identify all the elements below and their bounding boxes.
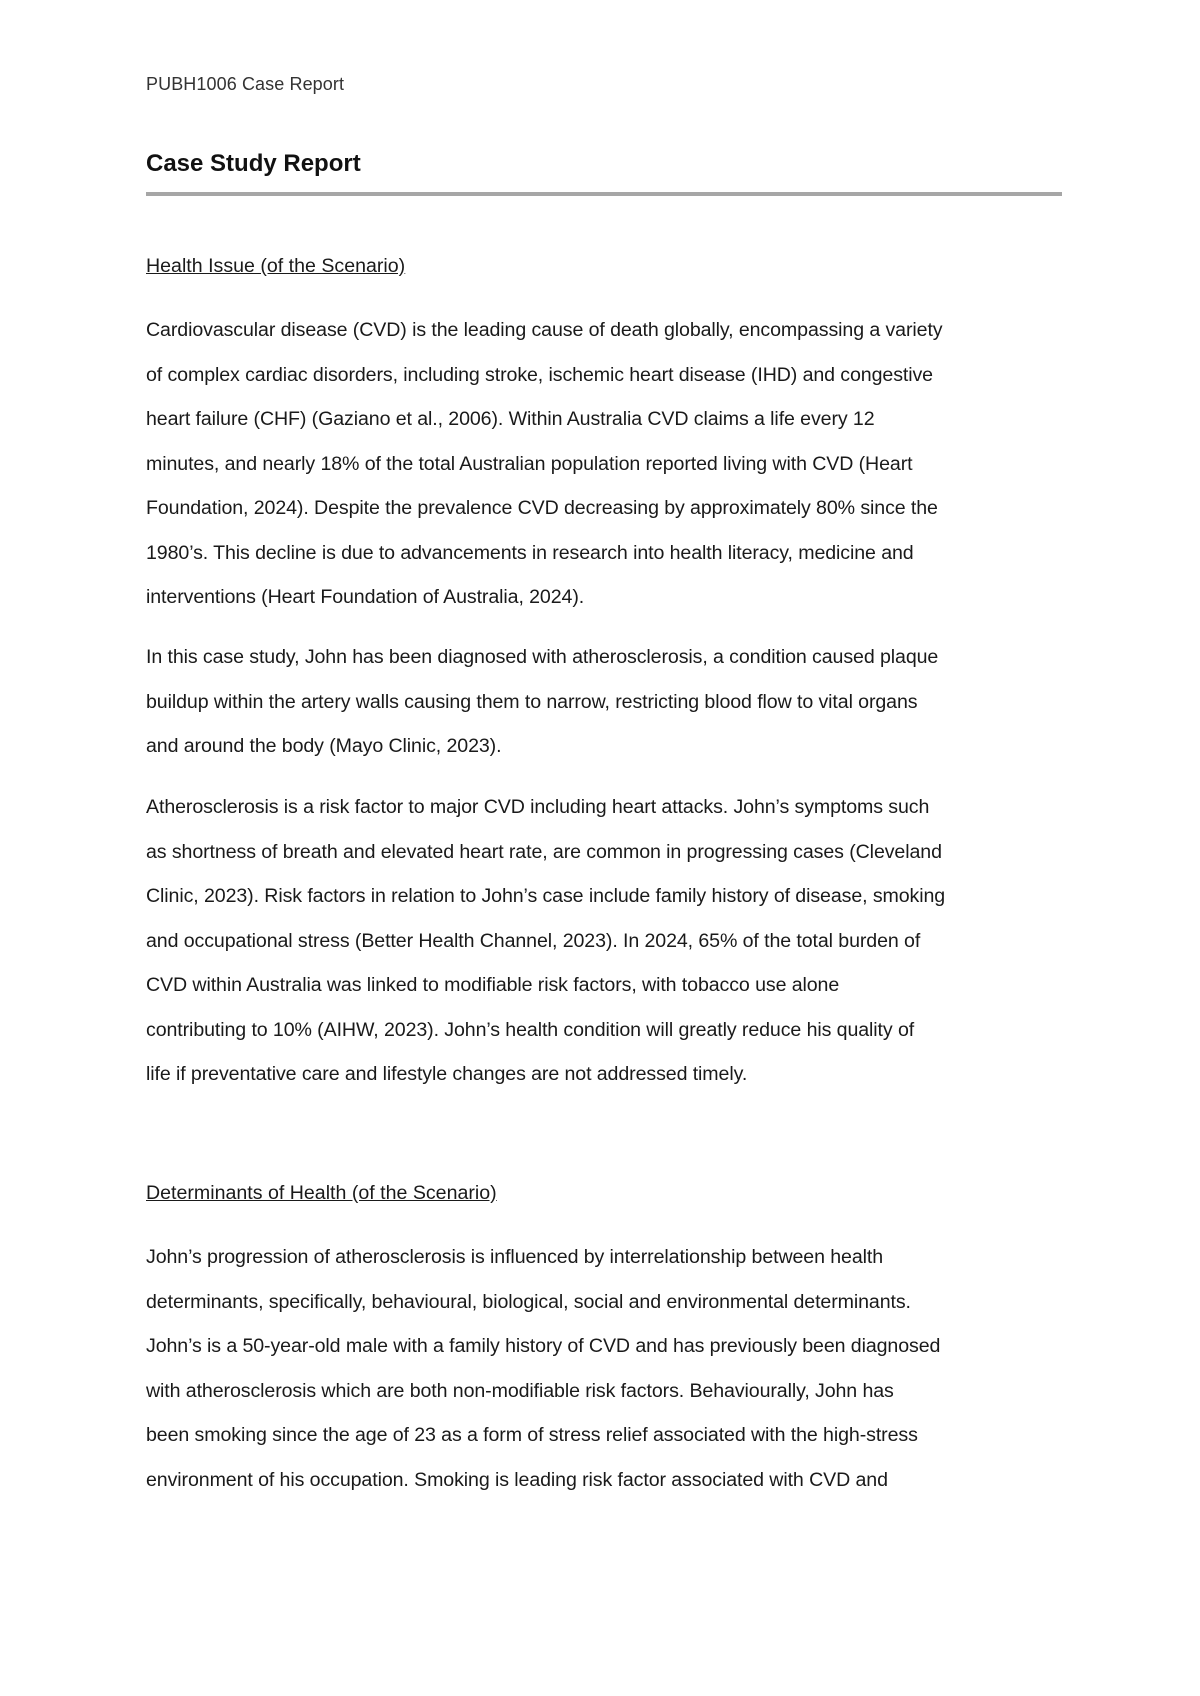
text-line: as shortness of breath and elevated heart rate, are common in progressing cases (Cleveland bbox=[146, 840, 942, 863]
title-divider bbox=[146, 192, 1062, 196]
text-line: and around the body (Mayo Clinic, 2023). bbox=[146, 735, 502, 757]
text-line: been smoking since the age of 23 as a form of stress relief associated with the high-stress bbox=[146, 1424, 918, 1446]
section-heading-determinants: Determinants of Health (of the Scenario) bbox=[146, 1182, 497, 1204]
text-line: Atherosclerosis is a risk factor to major CVD including heart attacks. John’s symptoms such bbox=[146, 796, 930, 818]
text-line: buildup within the artery walls causing them to narrow, restricting blood flow to vital organs bbox=[146, 690, 918, 713]
text-line: 1980’s. This decline is due to advancements in research into health literacy, medicine and bbox=[146, 541, 914, 564]
text-line: Foundation, 2024). Despite the prevalence CVD decreasing by approximately 80% since the bbox=[146, 497, 938, 519]
text-line: Clinic, 2023). Risk factors in relation to John’s case include family history of disease, smoking bbox=[146, 885, 946, 907]
paragraph-health-issue-1 bbox=[146, 308, 1066, 620]
paragraph-health-issue-2 bbox=[146, 635, 1066, 769]
running-header: PUBH1006 Case Report bbox=[146, 74, 345, 94]
text-line: heart failure (CHF) (Gaziano et al., 2006). Within Australia CVD claims a life every 12 bbox=[146, 408, 875, 430]
paragraph-determinants-1 bbox=[146, 1235, 1066, 1502]
text-line: environment of his occupation. Smoking is leading risk factor associated with CVD and bbox=[146, 1468, 888, 1491]
paragraph-health-issue-3 bbox=[146, 785, 1066, 1097]
text-line: with atherosclerosis which are both non-modifiable risk factors. Behaviourally, John has bbox=[146, 1379, 894, 1402]
text-line: of complex cardiac disorders, including stroke, ischemic heart disease (IHD) and congestive bbox=[146, 363, 933, 386]
text-line: determinants, specifically, behavioural, biological, social and environmental determinants. bbox=[146, 1290, 911, 1313]
text-line: John’s is a 50-year-old male with a family history of CVD and has previously been diagnosed bbox=[146, 1335, 941, 1357]
section-heading-health-issue: Health Issue (of the Scenario) bbox=[146, 255, 406, 277]
text-line: In this case study, John has been diagnosed with atherosclerosis, a condition caused plaque bbox=[146, 646, 939, 668]
text-line: and occupational stress (Better Health Channel, 2023). In 2024, 65% of the total burden of bbox=[146, 929, 921, 952]
text-line: Cardiovascular disease (CVD) is the leading cause of death globally, encompassing a variety bbox=[146, 319, 943, 341]
text-line: John’s progression of atherosclerosis is influenced by interrelationship between health bbox=[146, 1246, 884, 1268]
text-line: minutes, and nearly 18% of the total Australian population reported living with CVD (Heart bbox=[146, 452, 913, 475]
text-line: CVD within Australia was linked to modifiable risk factors, with tobacco use alone bbox=[146, 974, 840, 996]
text-line: life if preventative care and lifestyle changes are not addressed timely. bbox=[146, 1063, 748, 1085]
document-title: Case Study Report bbox=[146, 150, 361, 177]
text-line: contributing to 10% (AIHW, 2023). John’s health condition will greatly reduce his quality of bbox=[146, 1018, 915, 1041]
text-line: interventions (Heart Foundation of Australia, 2024). bbox=[146, 586, 585, 608]
